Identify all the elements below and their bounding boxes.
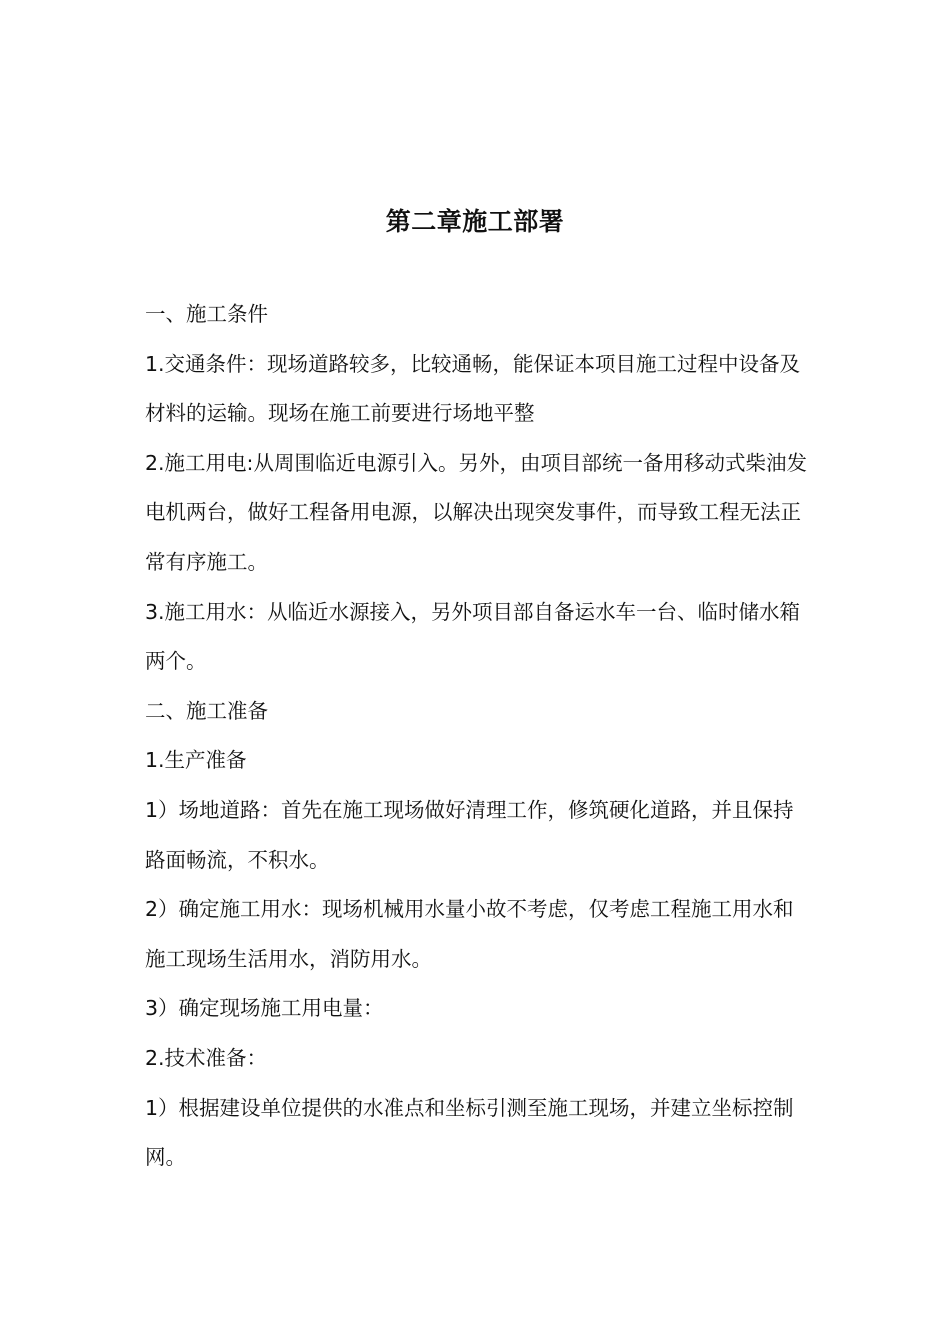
paragraph-control-network: 1）根据建设单位提供的水准点和坐标引测至施工现场，并建立坐标控制网。 bbox=[145, 1095, 794, 1170]
paragraph-construction-water: 3.施工用水：从临近水源接入，另外项目部自备运水车一台、临时储水箱两个。 bbox=[145, 599, 801, 674]
paragraph-site-roads: 1）场地道路：首先在施工现场做好清理工作，修筑硬化道路，并且保持路面畅流，不积水。 bbox=[145, 797, 794, 872]
section-heading-construction-conditions: 一、施工条件 bbox=[145, 302, 268, 326]
subheading-technical-preparation: 2.技术准备： bbox=[145, 1045, 268, 1070]
chapter-title: 第二章施工部署 bbox=[385, 207, 565, 236]
subheading-production-preparation: 1.生产准备 bbox=[145, 748, 247, 773]
paragraph-water-usage: 2）确定施工用水：现场机械用水量小故不考虑，仅考虑工程施工用水和施工现场生活用水，消防用水。 bbox=[145, 897, 794, 971]
section-heading-construction-preparation: 二、施工准备 bbox=[145, 698, 268, 723]
paragraph-power-usage: 3）确定现场施工用电量： bbox=[145, 996, 384, 1021]
paragraph-construction-power: 2.施工用电:从周围临近电源引入。另外，由项目部统一备用移动式柴油发电机两台，做好工程备用电源，以解决出现突发事件，而导致工程无法正常有序施工。 bbox=[145, 450, 807, 574]
paragraph-traffic-conditions: 1.交通条件：现场道路较多，比较通畅，能保证本项目施工过程中设备及材料的运输。现场在施工前要进行场地平整 bbox=[145, 351, 801, 426]
document-body bbox=[145, 290, 810, 1183]
